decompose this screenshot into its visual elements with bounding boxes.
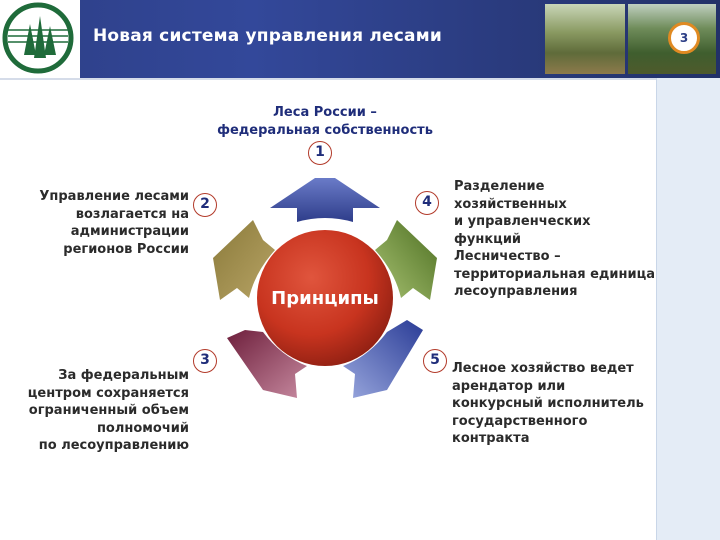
- principle-number-3: 3: [193, 349, 217, 373]
- principle-number-1: 1: [308, 141, 332, 165]
- side-panel: [656, 78, 720, 540]
- principle-1-text: Леса России – федеральная собственность: [217, 105, 433, 138]
- forest-logo: [0, 0, 80, 78]
- principle-3-text: За федеральным центром сохраняется ограниченный объем полномочий по лесоуправлению: [27, 368, 189, 453]
- principle-number-5: 5: [423, 349, 447, 373]
- principle-2-text: Управление лесами возлагается на администрации регионов России: [39, 189, 189, 257]
- forest-photo-logging: [545, 4, 625, 74]
- cycle-arrow-1: [270, 178, 380, 222]
- header-divider: [0, 78, 656, 80]
- principle-number-2: 2: [193, 193, 217, 217]
- page-number-badge: 3: [668, 22, 700, 54]
- page-title: Новая система управления лесами: [93, 26, 442, 46]
- principle-4-text: Разделение хозяйственных и управленческих функций Лесничество – территориальная единица лесоуправления: [454, 179, 656, 299]
- center-label: Принципы: [271, 288, 379, 309]
- principle-number-4: 4: [415, 191, 439, 215]
- principle-5-text: Лесное хозяйство ведет арендатор или конкурсный исполнитель государственного контракта: [452, 361, 644, 446]
